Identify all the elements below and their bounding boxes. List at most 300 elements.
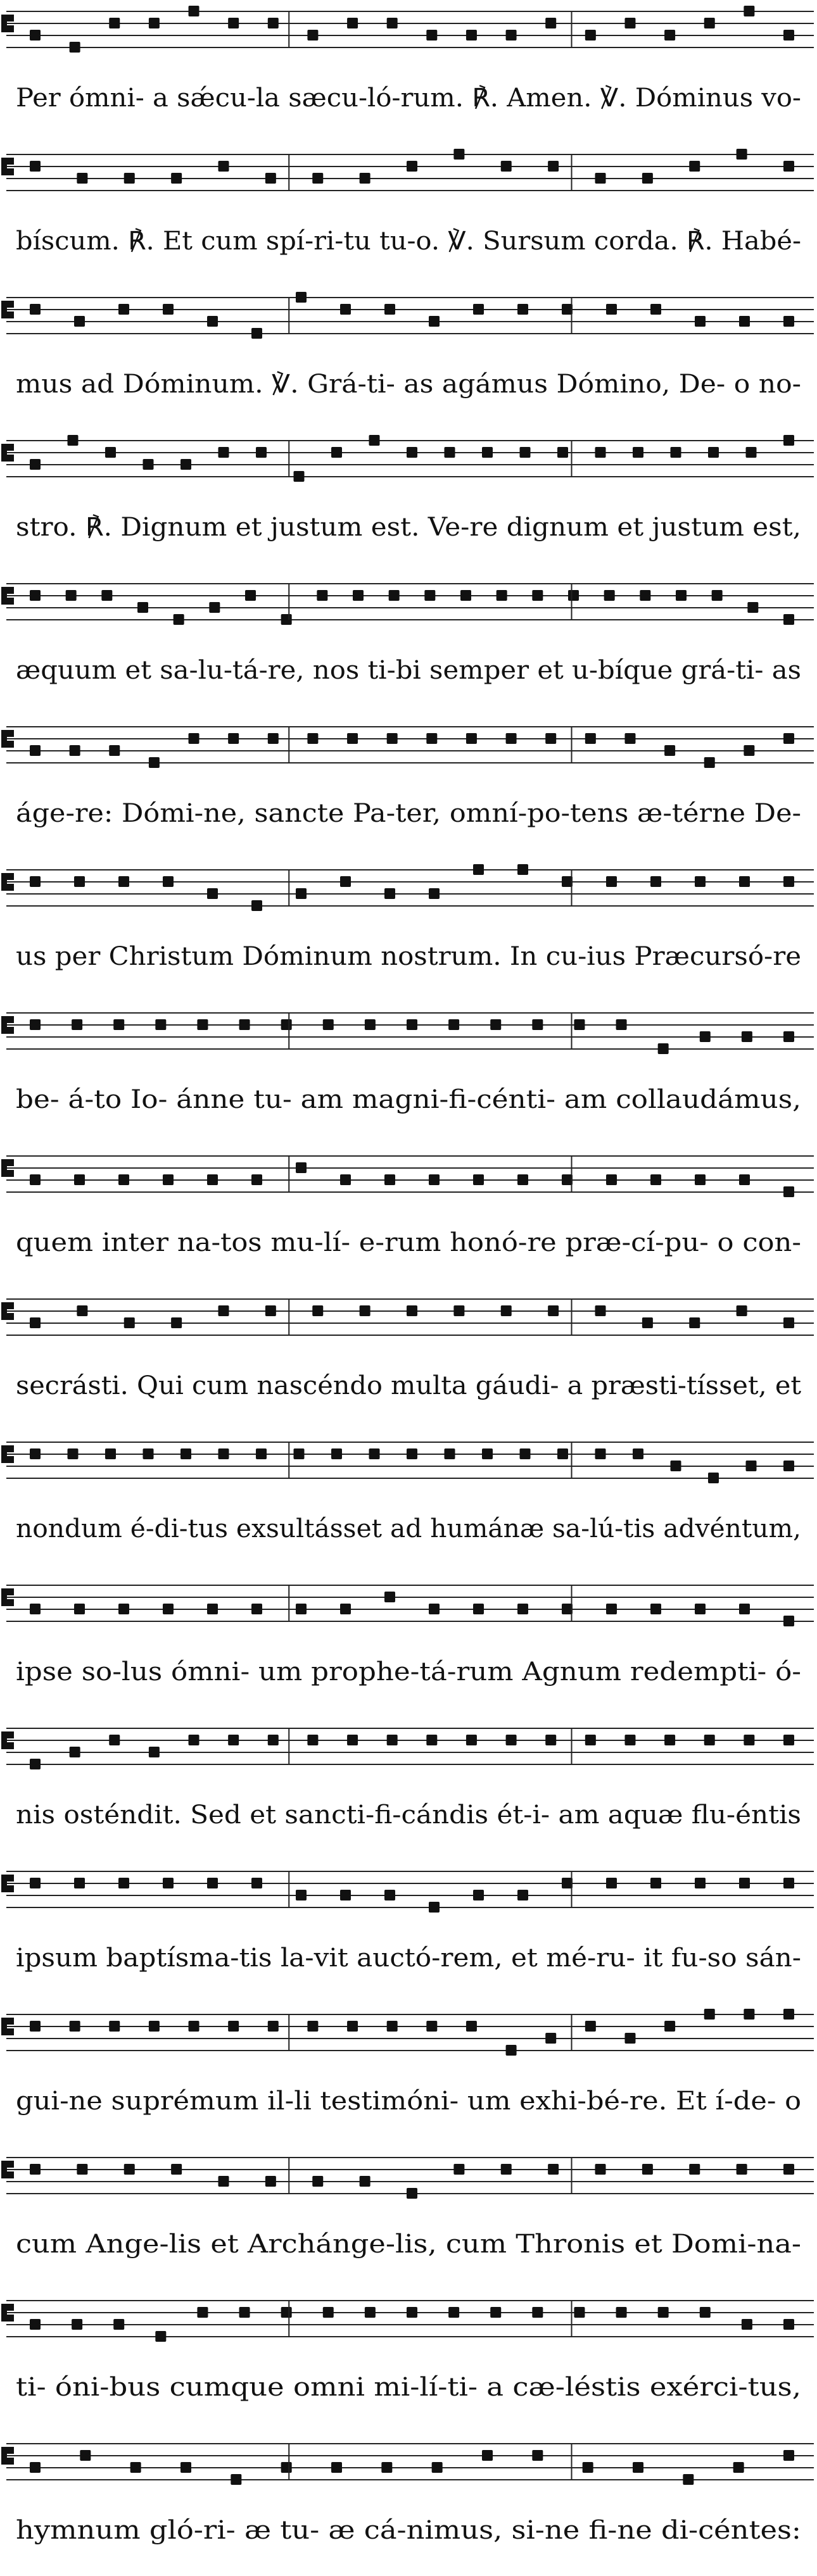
neume-punctum: [228, 2021, 239, 2032]
neume-punctum: [70, 745, 80, 756]
neume-punctum: [207, 1878, 218, 1888]
neume-punctum: [445, 1448, 455, 1459]
neume-punctum: [466, 2021, 477, 2032]
neume-punctum: [218, 161, 229, 172]
neume-punctum: [307, 30, 318, 41]
neume-punctum: [109, 18, 120, 28]
neume-punctum: [744, 2009, 754, 2020]
neume-punctum: [650, 1878, 661, 1888]
neume-punctum: [737, 149, 747, 160]
neume-punctum: [312, 1305, 323, 1316]
neume-punctum: [353, 590, 364, 601]
neume-punctum: [30, 1604, 41, 1614]
neume-punctum: [595, 173, 606, 184]
neume-punctum: [562, 1604, 573, 1614]
neume-punctum: [70, 2021, 80, 2032]
neume-punctum: [562, 876, 573, 887]
neume-punctum: [689, 161, 700, 172]
neume-punctum: [642, 173, 653, 184]
neume-punctum: [180, 2462, 191, 2473]
neume-punctum: [595, 447, 606, 458]
neume-punctum: [30, 1317, 41, 1328]
neume-punctum: [783, 2009, 794, 2020]
neume-punctum: [347, 1735, 358, 1745]
neume-punctum: [30, 1878, 41, 1888]
neume-punctum: [218, 1448, 229, 1459]
chant-system: [1, 1871, 814, 1973]
chant-system: [1, 584, 814, 685]
neume-punctum: [490, 1019, 501, 1030]
neume-punctum: [473, 304, 484, 315]
neume-punctum: [149, 1747, 160, 1757]
neume-punctum: [113, 2319, 124, 2330]
neume-punctum: [74, 316, 85, 327]
neume-punctum: [77, 1305, 87, 1316]
neume-punctum: [520, 1448, 531, 1459]
neume-punctum: [733, 2462, 744, 2473]
neume-punctum: [595, 2164, 606, 2175]
neume-punctum: [384, 888, 395, 899]
neume-punctum: [347, 733, 358, 744]
neume-punctum: [700, 1031, 711, 1042]
neume-punctum: [30, 30, 41, 41]
neume-punctum: [448, 2307, 459, 2318]
neume-punctum: [163, 1174, 174, 1185]
neume-punctum: [595, 1305, 606, 1316]
neume-punctum: [520, 447, 531, 458]
neume-punctum: [30, 1759, 41, 1769]
neume-punctum: [155, 1019, 166, 1030]
chant-system: [1, 1299, 814, 1400]
chant-system: [1, 6, 814, 113]
neume-punctum: [268, 733, 279, 744]
chant-system: [1, 2444, 814, 2545]
neume-punctum: [783, 2450, 794, 2461]
neume-punctum: [347, 18, 358, 28]
neume-punctum: [633, 2462, 643, 2473]
neume-punctum: [251, 1174, 262, 1185]
neume-punctum: [532, 590, 543, 601]
neume-punctum: [704, 2009, 715, 2020]
neume-punctum: [407, 1448, 417, 1459]
neume-punctum: [548, 161, 559, 172]
neume-punctum: [501, 161, 512, 172]
neume-punctum: [365, 2307, 376, 2318]
neume-punctum: [296, 1890, 307, 1901]
neume-punctum: [783, 1186, 794, 1197]
neume-punctum: [137, 602, 148, 613]
neume-punctum: [294, 471, 305, 482]
chant-system: [1, 2158, 814, 2259]
neume-punctum: [482, 447, 493, 458]
neume-punctum: [650, 1174, 661, 1185]
neume-punctum: [30, 304, 41, 315]
neume-punctum: [74, 1878, 85, 1888]
neume-punctum: [30, 745, 41, 756]
neume-punctum: [80, 2450, 91, 2461]
neume-punctum: [347, 2021, 358, 2032]
neume-punctum: [783, 1031, 794, 1042]
neume-punctum: [545, 733, 556, 744]
neume-punctum: [281, 2307, 292, 2318]
neume-punctum: [548, 1305, 559, 1316]
neume-punctum: [664, 745, 675, 756]
neume-punctum: [585, 2021, 596, 2032]
neume-punctum: [453, 1305, 464, 1316]
neume-punctum: [171, 173, 182, 184]
lyric-line: æquum et sa-lu-tá-re, nos ti-bi semper et u-bíque grá-ti- as: [16, 656, 801, 685]
neume-punctum: [189, 733, 200, 744]
neume-punctum: [557, 447, 568, 458]
neume-punctum: [517, 1604, 528, 1614]
neume-punctum: [207, 888, 218, 899]
chant-system: [1, 1156, 814, 1257]
neume-punctum: [407, 447, 417, 458]
neume-punctum: [604, 590, 615, 601]
neume-punctum: [746, 447, 757, 458]
neume-punctum: [744, 1735, 754, 1745]
neume-punctum: [384, 1174, 395, 1185]
neume-punctum: [207, 1174, 218, 1185]
neume-punctum: [783, 2319, 794, 2330]
neume-punctum: [281, 614, 292, 625]
neume-punctum: [30, 1448, 41, 1459]
neume-punctum: [426, 1735, 437, 1745]
neume-punctum: [616, 1019, 627, 1030]
neume-punctum: [281, 2462, 292, 2473]
neume-punctum: [340, 876, 351, 887]
neume-punctum: [783, 1878, 794, 1888]
neume-punctum: [466, 1735, 477, 1745]
neume-punctum: [369, 1448, 380, 1459]
neume-punctum: [517, 1890, 528, 1901]
neume-punctum: [783, 2164, 794, 2175]
neume-punctum: [783, 435, 794, 446]
neume-punctum: [532, 2450, 543, 2461]
neume-punctum: [387, 1735, 398, 1745]
neume-punctum: [74, 1604, 85, 1614]
neume-punctum: [429, 316, 440, 327]
neume-punctum: [384, 304, 395, 315]
neume-punctum: [548, 2164, 559, 2175]
neume-punctum: [532, 1019, 543, 1030]
neume-punctum: [783, 1317, 794, 1328]
neume-punctum: [708, 447, 719, 458]
neume-punctum: [381, 2462, 392, 2473]
neume-punctum: [239, 1019, 250, 1030]
neume-punctum: [739, 1174, 750, 1185]
neume-punctum: [118, 1174, 129, 1185]
neume-punctum: [163, 304, 174, 315]
lyric-line: secrásti. Qui cum nascéndo multa gáudi- a præsti-tísset, et: [16, 1371, 801, 1400]
neume-punctum: [737, 1305, 747, 1316]
neume-punctum: [783, 161, 794, 172]
neume-punctum: [568, 590, 579, 601]
neume-punctum: [497, 590, 507, 601]
neume-punctum: [783, 733, 794, 744]
neume-punctum: [545, 2033, 556, 2044]
chant-system: [1, 435, 814, 542]
neume-punctum: [72, 1019, 82, 1030]
neume-punctum: [109, 745, 120, 756]
neume-punctum: [744, 745, 754, 756]
neume-punctum: [595, 1448, 606, 1459]
neume-punctum: [473, 1890, 484, 1901]
neume-punctum: [650, 304, 661, 315]
neume-punctum: [695, 1604, 706, 1614]
neume-punctum: [517, 304, 528, 315]
neume-punctum: [163, 876, 174, 887]
neume-punctum: [296, 888, 307, 899]
neume-punctum: [490, 2307, 501, 2318]
neume-punctum: [340, 304, 351, 315]
neume-punctum: [683, 2474, 694, 2485]
neume-punctum: [296, 1162, 307, 1173]
neume-punctum: [545, 18, 556, 28]
lyric-line: áge-re: Dómi-ne, sancte Pa-ter, omní-po-tens æ-térne De-: [16, 799, 801, 828]
neume-punctum: [323, 1019, 334, 1030]
neume-punctum: [105, 1448, 116, 1459]
neume-punctum: [245, 590, 256, 601]
neume-punctum: [218, 2176, 229, 2187]
neume-punctum: [30, 1174, 41, 1185]
neume-punctum: [124, 1317, 135, 1328]
lyric-line: Per ómni- a sǽcu-la sæcu-ló-rum. ℟. Amen. ℣. Dóminus vo-: [16, 84, 801, 113]
chant-system: [1, 727, 814, 828]
neume-punctum: [228, 733, 239, 744]
neume-punctum: [473, 1604, 484, 1614]
chant-system: [1, 864, 814, 971]
neume-punctum: [228, 18, 239, 28]
neume-punctum: [256, 1448, 267, 1459]
neume-punctum: [664, 30, 675, 41]
neume-punctum: [407, 161, 417, 172]
neume-punctum: [340, 1890, 351, 1901]
neume-punctum: [118, 1604, 129, 1614]
neume-punctum: [704, 18, 715, 28]
neume-punctum: [189, 6, 200, 16]
neume-punctum: [239, 2307, 250, 2318]
neume-punctum: [695, 876, 706, 887]
neume-punctum: [30, 590, 41, 601]
neume-punctum: [74, 876, 85, 887]
neume-punctum: [658, 1043, 669, 1054]
lyric-line: mus ad Dóminum. ℣. Grá-ti- as agámus Dómino, De- o no-: [16, 370, 801, 399]
neume-punctum: [307, 2021, 318, 2032]
neume-punctum: [268, 1735, 279, 1745]
neume-punctum: [281, 1019, 292, 1030]
neume-punctum: [506, 30, 517, 41]
neume-punctum: [783, 30, 794, 41]
neume-punctum: [30, 876, 41, 887]
neume-punctum: [506, 1735, 517, 1745]
neume-punctum: [739, 1604, 750, 1614]
neume-punctum: [163, 1878, 174, 1888]
neume-punctum: [562, 1174, 573, 1185]
neume-punctum: [268, 2021, 279, 2032]
neume-punctum: [562, 304, 573, 315]
neume-punctum: [708, 1473, 719, 1483]
neume-punctum: [207, 316, 218, 327]
chant-system: [1, 1442, 814, 1543]
neume-punctum: [387, 18, 398, 28]
neume-punctum: [296, 292, 307, 303]
neume-punctum: [426, 733, 437, 744]
neume-punctum: [466, 30, 477, 41]
neume-punctum: [676, 590, 687, 601]
neume-punctum: [130, 2462, 141, 2473]
neume-punctum: [30, 2319, 41, 2330]
neume-punctum: [70, 42, 80, 53]
neume-punctum: [30, 161, 41, 172]
neume-punctum: [389, 590, 400, 601]
neume-punctum: [70, 1747, 80, 1757]
neume-punctum: [387, 733, 398, 744]
neume-punctum: [30, 2164, 41, 2175]
neume-punctum: [671, 1461, 681, 1471]
neume-punctum: [557, 1448, 568, 1459]
neume-punctum: [473, 864, 484, 875]
neume-punctum: [66, 590, 77, 601]
neume-punctum: [113, 1019, 124, 1030]
neume-punctum: [149, 2021, 160, 2032]
neume-punctum: [384, 1890, 395, 1901]
neume-punctum: [585, 30, 596, 41]
neume-punctum: [360, 173, 370, 184]
neume-punctum: [650, 876, 661, 887]
neume-punctum: [633, 1448, 643, 1459]
neume-punctum: [739, 1878, 750, 1888]
neume-punctum: [574, 1019, 585, 1030]
neume-punctum: [360, 2176, 370, 2187]
neume-punctum: [429, 1902, 440, 1913]
neume-punctum: [642, 2164, 653, 2175]
lyric-line: quem inter na-tos mu-lí- e-rum honó-re præ-cí-pu- o con-: [16, 1228, 801, 1257]
neume-punctum: [77, 173, 87, 184]
neume-punctum: [482, 1448, 493, 1459]
neume-punctum: [197, 1019, 208, 1030]
lyric-line: cum Ange-lis et Archánge-lis, cum Thronis et Domi-na-: [16, 2230, 801, 2259]
lyric-line: nis osténdit. Sed et sancti-fi-cándis ét-i- am aquæ flu-éntis: [16, 1800, 802, 1830]
lyric-line: ipsum baptísma-tis la-vit auctó-rem, et mé-ru- it fu-so sán-: [16, 1944, 801, 1973]
neume-punctum: [744, 6, 754, 16]
chant-system: [1, 2009, 814, 2116]
neume-punctum: [218, 447, 229, 458]
lyric-line: bíscum. ℟. Et cum spí-ri-tu tu-o. ℣. Sursum corda. ℟. Habé-: [16, 227, 801, 256]
neume-punctum: [323, 2307, 334, 2318]
neume-punctum: [574, 2307, 585, 2318]
lyric-line: nondum é-di-tus exsultásset ad humánæ sa-lú-tis advéntum,: [16, 1514, 801, 1543]
lyric-line: hymnum gló-ri- æ tu- æ cá-nimus, si-ne fi-ne di-céntes:: [16, 2516, 801, 2545]
neume-punctum: [624, 2033, 635, 2044]
neume-punctum: [251, 1604, 262, 1614]
neume-punctum: [365, 1019, 376, 1030]
neume-punctum: [453, 149, 464, 160]
neume-punctum: [700, 2307, 711, 2318]
chant-system: [1, 2301, 814, 2402]
neume-punctum: [189, 1735, 200, 1745]
neume-punctum: [429, 1174, 440, 1185]
neume-punctum: [197, 2307, 208, 2318]
neume-punctum: [307, 1735, 318, 1745]
neume-punctum: [189, 2021, 200, 2032]
neume-punctum: [251, 328, 262, 339]
neume-punctum: [340, 1604, 351, 1614]
neume-punctum: [532, 2307, 543, 2318]
neume-punctum: [689, 2164, 700, 2175]
neume-punctum: [72, 2319, 82, 2330]
neume-punctum: [585, 733, 596, 744]
neume-punctum: [624, 733, 635, 744]
neume-punctum: [384, 1592, 395, 1602]
neume-punctum: [650, 1604, 661, 1614]
neume-punctum: [616, 2307, 627, 2318]
neume-punctum: [312, 2176, 323, 2187]
neume-punctum: [658, 2307, 669, 2318]
neume-punctum: [407, 2188, 417, 2199]
chant-system: [1, 1013, 814, 1114]
neume-punctum: [453, 2164, 464, 2175]
neume-punctum: [294, 1448, 305, 1459]
neume-punctum: [118, 304, 129, 315]
neume-punctum: [606, 1878, 617, 1888]
lyric-line: gui-ne suprémum il-li testimóni- um exhi-bé-re. Et í-de- o: [16, 2087, 801, 2116]
neume-punctum: [171, 2164, 182, 2175]
neume-punctum: [606, 304, 617, 315]
neume-punctum: [742, 2319, 752, 2330]
neume-punctum: [118, 1878, 129, 1888]
neume-punctum: [783, 1461, 794, 1471]
neume-punctum: [180, 459, 191, 470]
neume-punctum: [482, 2450, 493, 2461]
neume-punctum: [143, 459, 154, 470]
neume-punctum: [712, 590, 723, 601]
neume-punctum: [742, 1031, 752, 1042]
neume-punctum: [501, 1305, 512, 1316]
lyric-line: ti- óni-bus cumque omni mi-lí-ti- a cæ-léstis exérci-tus,: [16, 2373, 801, 2402]
neume-punctum: [426, 30, 437, 41]
neume-punctum: [340, 1174, 351, 1185]
neume-punctum: [747, 602, 758, 613]
neume-punctum: [209, 602, 220, 613]
neume-punctum: [163, 1604, 174, 1614]
lyric-line: us per Christum Dóminum nostrum. In cu-ius Præcursó-re: [16, 942, 801, 971]
neume-punctum: [783, 1616, 794, 1626]
neume-punctum: [171, 1317, 182, 1328]
neume-punctum: [506, 733, 517, 744]
neume-punctum: [671, 447, 681, 458]
neume-punctum: [783, 876, 794, 887]
neume-punctum: [466, 733, 477, 744]
neume-punctum: [695, 1174, 706, 1185]
neume-punctum: [664, 2021, 675, 2032]
neume-punctum: [517, 864, 528, 875]
neume-punctum: [642, 1317, 653, 1328]
neume-punctum: [606, 876, 617, 887]
neume-punctum: [30, 459, 41, 470]
neume-punctum: [218, 1305, 229, 1316]
neume-punctum: [124, 2164, 135, 2175]
chant-system: [1, 1585, 814, 1687]
neume-punctum: [517, 1174, 528, 1185]
lyric-line: be- á-to Io- ánne tu- am magni-fi-cénti- am collaudámus,: [16, 1085, 801, 1114]
neume-punctum: [155, 2331, 166, 2342]
neume-punctum: [606, 1174, 617, 1185]
neume-punctum: [256, 447, 267, 458]
neume-punctum: [695, 316, 706, 327]
lyric-line: stro. ℟. Dignum et justum est. Ve-re dignum et justum est,: [16, 513, 801, 542]
neume-punctum: [501, 2164, 512, 2175]
